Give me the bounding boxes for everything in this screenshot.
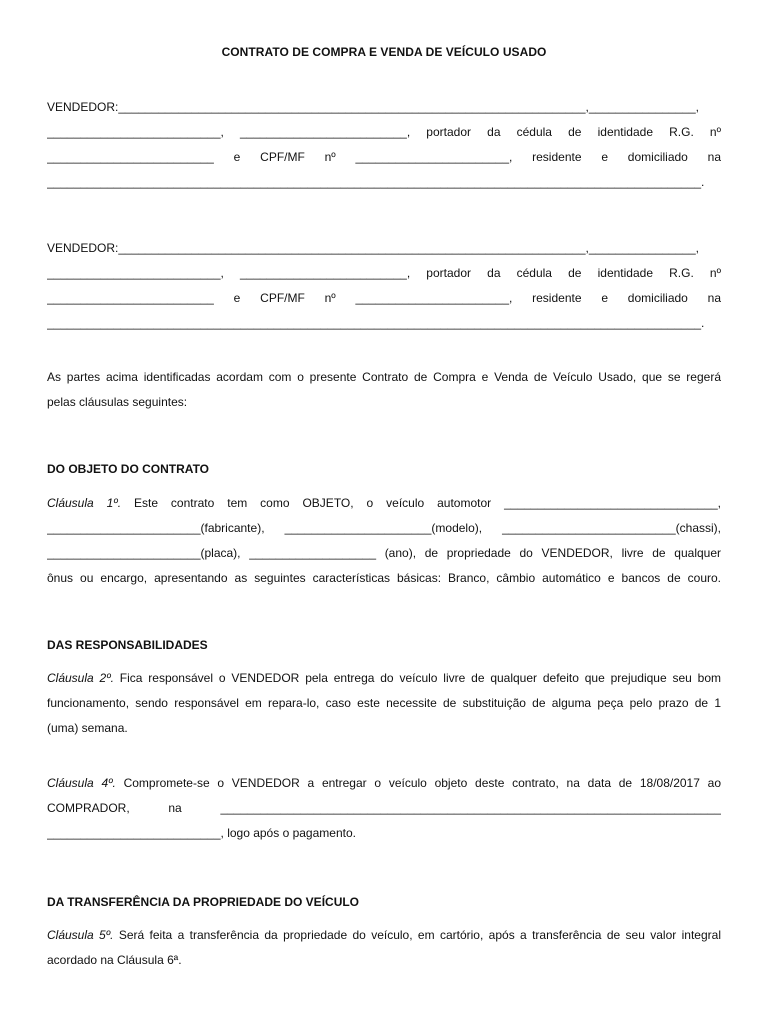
vendor-1-line-4: __________________________________________________________________________________________________.: [47, 175, 705, 189]
vendor-1-line-2: __________________________, _________________________, portador da cédula de identidade R.G. nº: [47, 125, 721, 139]
clause-2-label: Cláusula 2º.: [47, 671, 114, 685]
vendor-2-line-3: _________________________ e CPF/MF nº _______________________, residente e domiciliado na: [47, 291, 721, 305]
clause-2: [47, 666, 721, 741]
clause-5-line-2: acordado na Cláusula 6ª.: [47, 953, 182, 967]
section-heading-responsabilidades: DAS RESPONSABILIDADES: [47, 638, 208, 652]
document-title: CONTRATO DE COMPRA E VENDA DE VEÍCULO USADO: [221, 45, 547, 59]
clause-5-line-1: [47, 923, 721, 948]
clause-1-label: Cláusula 1º.: [47, 496, 122, 510]
section-heading-objeto: DO OBJETO DO CONTRATO: [47, 462, 210, 476]
clause-5-line-1-text: Será feita a transferência da propriedade do veículo, em cartório, após a transferência de seu valor integral: [113, 928, 721, 942]
intro-paragraph: [47, 365, 721, 415]
vendor-2-line-2: __________________________, _________________________, portador da cédula de identidade R.G. nº: [47, 266, 721, 280]
vendor-block-2: [47, 236, 721, 336]
section-heading-transferencia: DA TRANSFERÊNCIA DA PROPRIEDADE DO VEÍCULO: [47, 895, 360, 909]
clause-1-line-4: ônus ou encargo, apresentando as seguintes características básicas: Branco, câmbio automático e bancos de couro.: [47, 571, 721, 585]
clause-4-line-1: [47, 771, 721, 796]
clause-2-line-1-text: Fica responsável o VENDEDOR pela entrega do veículo livre de qualquer defeito que prejudique seu bom: [113, 671, 721, 685]
clause-2-line-3: (uma) semana.: [47, 721, 128, 735]
clause-1-line-1: [47, 491, 721, 516]
clause-5: [47, 923, 721, 973]
clause-2-line-2: funcionamento, sendo responsável em repara-lo, caso este necessite de substituição de alguma peça pelo prazo de 1: [47, 696, 721, 710]
clause-4-line-2: COMPRADOR, na ___________________________________________________________________________: [47, 801, 721, 815]
clause-2-line-1: [47, 666, 721, 691]
vendor-2-line-4: __________________________________________________________________________________________________.: [47, 316, 705, 330]
clause-1-line-2: _______________________(fabricante), ______________________(modelo), __________________________(chassi),: [47, 521, 721, 535]
clause-4-line-3: __________________________, logo após o pagamento.: [47, 826, 356, 840]
clause-1: [47, 491, 721, 591]
intro-line-1: As partes acima identificadas acordam com o presente Contrato de Compra e Venda de Veículo Usado, que se regerá: [47, 370, 721, 384]
clause-1-line-1-text: Este contrato tem como OBJETO, o veículo automotor ________________________________,: [121, 496, 721, 510]
vendor-block-1: [47, 95, 721, 195]
clause-4: [47, 771, 721, 846]
clause-1-line-3: _______________________(placa), ___________________ (ano), de propriedade do VENDEDOR, livre de qualquer: [47, 546, 721, 560]
vendor-2-line-1: VENDEDOR:______________________________________________________________________,________________,: [47, 241, 699, 255]
intro-line-2: pelas cláusulas seguintes:: [47, 395, 188, 409]
clause-4-label: Cláusula 4º.: [47, 776, 116, 790]
vendor-1-line-1: VENDEDOR:______________________________________________________________________,________________,: [47, 100, 699, 114]
clause-4-line-1-text: Compromete-se o VENDEDOR a entregar o veículo objeto deste contrato, na data de 18/08/2017 ao: [115, 776, 721, 790]
clause-5-label: Cláusula 5º.: [47, 928, 114, 942]
vendor-1-line-3: _________________________ e CPF/MF nº _______________________, residente e domiciliado na: [47, 150, 721, 164]
